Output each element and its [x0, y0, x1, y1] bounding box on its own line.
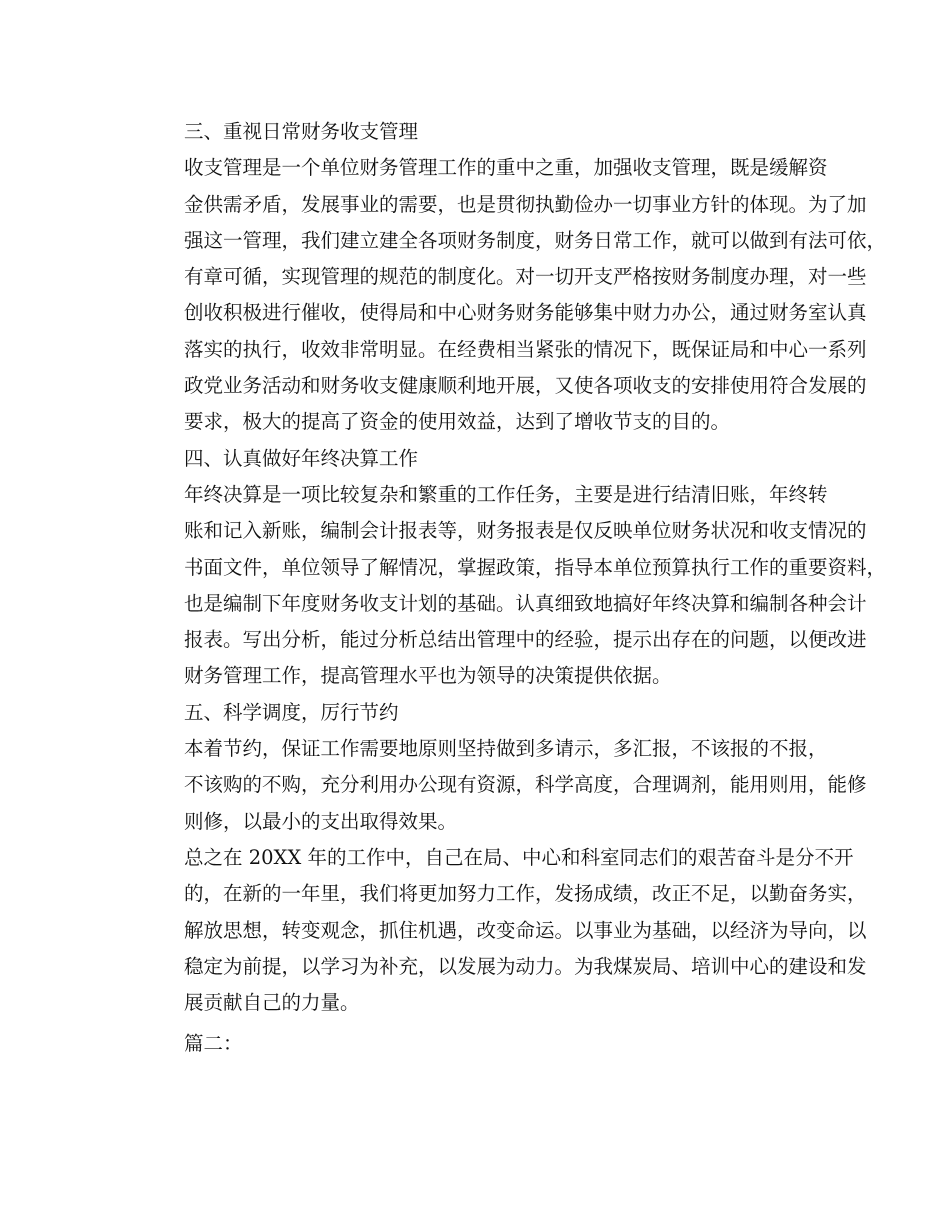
text-line: 报表。写出分析，能过分析总结出管理中的经验，提示出存在的问题，以便改进 [184, 628, 867, 652]
section-5 [145, 695, 867, 840]
text-line: 展贡献自己的力量。 [184, 991, 360, 1015]
text-line: 强这一管理，我们建立建全各项财务制度，财务日常工作，就可以做到有法可依， [184, 228, 887, 252]
text-line: 也是编制下年度财务收支计划的基础。认真细致地搞好年终决算和编制各种会计 [184, 591, 867, 615]
section-3 [145, 114, 887, 441]
text-line: 解放思想，转变观念，抓住机遇，改变命运。以事业为基础，以经济为导向，以 [184, 918, 867, 942]
summary-section [145, 840, 867, 1021]
section-heading: 五、科学调度，厉行节约 [184, 700, 399, 724]
text-line: 创收积极进行催收，使得局和中心财务财务能够集中财力办公，通过财务室认真 [184, 301, 867, 325]
paragraph [145, 477, 887, 695]
text-line: 财务管理工作，提高管理水平也为领导的决策提供依据。 [184, 664, 672, 688]
document-body [145, 114, 887, 1063]
text-line: 落实的执行，收效非常明显。在经费相当紧张的情况下，既保证局和中心一系列 [184, 337, 867, 361]
text-line: 有章可循，实现管理的规范的制度化。对一切开支严格按财务制度办理，对一些 [184, 265, 867, 289]
text-line: 账和记入新账，编制会计报表等，财务报表是仅反映单位财务状况和收支情况的 [184, 519, 867, 543]
text-line: 政党业务活动和财务收支健康顺利地开展，又使各项收支的安排使用符合发展的 [184, 374, 867, 398]
text-line: 稳定为前提，以学习为补充，以发展为动力。为我煤炭局、培训中心的建设和发 [184, 954, 867, 978]
section-heading: 四、认真做好年终决算工作 [184, 446, 419, 470]
paragraph [145, 731, 867, 840]
section-4 [145, 441, 887, 695]
text-line: 的，在新的一年里，我们将更加努力工作，发扬成绩，改正不足，以勤奋务实， [184, 882, 867, 906]
text-line: 金供需矛盾，发展事业的需要，也是贯彻执勤俭办一切事业方针的体现。为了加 [184, 192, 867, 216]
text-line: 收支管理是一个单位财务管理工作的重中之重，加强收支管理，既是缓解资 [184, 156, 828, 180]
text-line: 书面文件，单位领导了解情况，掌握政策，指导本单位预算执行工作的重要资料， [184, 555, 887, 579]
text-line: 则修，以最小的支出取得效果。 [184, 809, 458, 833]
paragraph [145, 150, 887, 440]
text-line: 总之在 20XX 年的工作中，自己在局、中心和科室同志们的艰苦奋斗是分不开 [184, 845, 854, 869]
text-line: 要求，极大的提高了资金的使用效益，达到了增收节支的目的。 [184, 410, 731, 434]
paragraph [145, 840, 867, 1021]
text-line: 年终决算是一项比较复杂和繁重的工作任务，主要是进行结清旧账，年终转 [184, 482, 828, 506]
text-line: 本着节约，保证工作需要地原则坚持做到多请示，多汇报，不该报的不报， [184, 737, 828, 761]
section-heading: 三、重视日常财务收支管理 [184, 120, 419, 143]
text-line: 不该购的不购，充分利用办公现有资源，科学高度，合理调剂，能用则用，能修 [184, 773, 867, 797]
closing-label: 篇二： [184, 1032, 243, 1056]
